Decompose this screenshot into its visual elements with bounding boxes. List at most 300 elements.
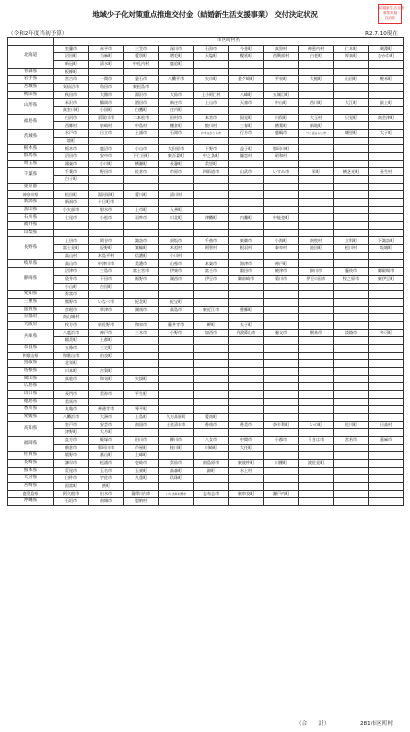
- table-row: [8, 237, 404, 245]
- municipality-cell: 大子町: [369, 130, 404, 138]
- municipality-cell: 三木市: [124, 329, 159, 337]
- municipality-cell: 川棚町: [264, 459, 299, 467]
- municipality-cell: 沼田市: [54, 153, 89, 161]
- municipality-cell: 岬町: [194, 321, 229, 329]
- municipality-cell: 焼津市: [264, 268, 299, 276]
- municipality-cell: [299, 498, 334, 506]
- municipality-cell: [159, 482, 194, 490]
- stamp-line: 結婚新生活支援: [379, 6, 405, 10]
- municipality-cell: 増毛町: [159, 53, 194, 61]
- prefecture-name: 神奈川県: [8, 191, 54, 199]
- municipality-cell: [369, 459, 404, 467]
- municipality-cell: [334, 321, 369, 329]
- municipality-cell: [229, 176, 264, 184]
- header-row: [8, 38, 404, 46]
- municipality-cell: 小松市: [89, 214, 124, 222]
- prefecture-name: 福島県: [8, 114, 54, 129]
- municipality-cell: [194, 191, 229, 199]
- municipality-cell: [194, 482, 229, 490]
- municipality-cell: 千曲市: [194, 237, 229, 245]
- municipality-cell: [229, 413, 264, 421]
- municipality-cell: [369, 475, 404, 483]
- municipality-cell: 新冠町: [54, 61, 89, 69]
- table-row: [8, 168, 404, 176]
- municipality-cell: 牧之原市: [334, 275, 369, 283]
- table-row: [8, 61, 404, 69]
- municipality-cell: [369, 444, 404, 452]
- table-row: [8, 429, 404, 437]
- municipality-cell: 羽咋市: [124, 214, 159, 222]
- municipality-cell: [264, 68, 299, 76]
- municipality-cell: [369, 61, 404, 69]
- municipality-cell: 吉田町: [89, 283, 124, 291]
- municipality-cell: [54, 229, 89, 237]
- municipality-cell: 桂川町: [159, 444, 194, 452]
- table-row: [8, 53, 404, 61]
- prefecture-name: 熊本県: [8, 467, 54, 475]
- municipality-cell: 東近江市: [194, 306, 229, 314]
- municipality-cell: [334, 398, 369, 406]
- municipality-cell: 伊豆の国市: [299, 275, 334, 283]
- municipality-cell: [124, 429, 159, 437]
- municipality-cell: [334, 222, 369, 230]
- municipality-cell: [264, 107, 299, 115]
- municipality-cell: 上山市: [194, 99, 229, 107]
- municipality-cell: [334, 229, 369, 237]
- table-row: [8, 68, 404, 76]
- municipality-cell: [334, 68, 369, 76]
- municipality-cell: 新地町: [299, 122, 334, 130]
- municipality-cell: 上峰町: [124, 452, 159, 460]
- municipality-cell: 当麻町: [89, 53, 124, 61]
- municipality-cell: 上郡町: [89, 337, 124, 345]
- municipality-cell: [334, 176, 369, 184]
- municipality-cell: [229, 107, 264, 115]
- municipality-cell: [159, 222, 194, 230]
- municipality-cell: 伊豆市: [194, 275, 229, 283]
- municipality-cell: [369, 429, 404, 437]
- municipality-cell: 中島村: [124, 122, 159, 130]
- municipality-cell: [124, 367, 159, 375]
- municipality-cell: 白老町: [299, 53, 334, 61]
- municipality-cell: 安芸市: [89, 421, 124, 429]
- municipality-cell: [159, 337, 194, 345]
- prefecture-name: 島根県: [8, 367, 54, 375]
- municipality-cell: [334, 413, 369, 421]
- municipality-cell: 庄内町: [159, 107, 194, 115]
- municipality-cell: [159, 314, 194, 322]
- municipality-cell: 内灘町: [229, 214, 264, 222]
- municipality-cell: 和歌山市: [54, 352, 89, 360]
- municipality-cell: 綾町: [89, 482, 124, 490]
- municipality-cell: 小川村: [159, 252, 194, 260]
- municipality-cell: [299, 306, 334, 314]
- municipality-cell: [124, 337, 159, 345]
- municipality-cell: 木島平村: [89, 252, 124, 260]
- municipality-cell: [124, 352, 159, 360]
- budget-label: （令和2年度当初予算）: [8, 31, 68, 37]
- municipality-cell: 川北町: [159, 214, 194, 222]
- table-row: [8, 84, 404, 92]
- municipality-cell: いなべ市: [89, 298, 124, 306]
- municipality-cell: 小郡市: [264, 436, 299, 444]
- municipality-cell: 津幡町: [194, 214, 229, 222]
- municipality-cell: 下諏訪町: [369, 237, 404, 245]
- municipality-cell: [334, 337, 369, 345]
- municipality-cell: [194, 390, 229, 398]
- municipality-cell: 山田町: [334, 76, 369, 84]
- municipality-cell: [89, 222, 124, 230]
- municipality-cell: [89, 398, 124, 406]
- municipality-cell: 上島町: [124, 413, 159, 421]
- municipality-cell: 野田市: [89, 168, 124, 176]
- municipality-cell: [159, 452, 194, 460]
- table-row: [8, 459, 404, 467]
- municipality-cell: 朝倉市: [54, 444, 89, 452]
- municipality-cell: 小矢部市: [54, 206, 89, 214]
- municipality-cell: 最上町: [369, 99, 404, 107]
- municipality-cell: 長瀞町: [159, 160, 194, 168]
- municipality-cell: [264, 498, 299, 506]
- table-row: [8, 229, 404, 237]
- prefecture-name: 京都府: [8, 314, 54, 322]
- municipality-cell: [159, 406, 194, 414]
- municipality-cell: [159, 137, 194, 145]
- prefecture-name: 北海道: [8, 45, 54, 68]
- municipality-cell: 美濃市: [124, 260, 159, 268]
- municipality-cell: 養父市: [264, 329, 299, 337]
- total-value: 281市区町村: [360, 721, 394, 727]
- municipality-cell: [194, 314, 229, 322]
- municipality-cell: [299, 107, 334, 115]
- municipality-cell: [299, 199, 334, 207]
- municipality-cell: [264, 298, 299, 306]
- prefecture-name: 岡山県: [8, 375, 54, 383]
- municipality-cell: [369, 107, 404, 115]
- municipality-cell: [194, 229, 229, 237]
- prefecture-name: 鳥取県: [8, 360, 54, 368]
- municipality-cell: [334, 252, 369, 260]
- prefecture-name: 山口県: [8, 390, 54, 398]
- municipality-cell: 朝来市: [299, 329, 334, 337]
- municipality-cell: [194, 137, 229, 145]
- municipality-cell: 湯沢市: [124, 91, 159, 99]
- municipality-cell: 五城目町: [264, 91, 299, 99]
- table-row: [8, 329, 404, 337]
- municipality-cell: [299, 252, 334, 260]
- municipality-cell: 宮古市: [54, 76, 89, 84]
- table-row: [8, 283, 404, 291]
- municipality-cell: 国見町: [229, 114, 264, 122]
- prefecture-name: 千葉県: [8, 168, 54, 183]
- prefecture-name: 秋田県: [8, 91, 54, 99]
- municipality-cell: [89, 383, 124, 391]
- municipality-cell: [299, 390, 334, 398]
- prefecture-name: 新潟県: [8, 199, 54, 207]
- municipality-cell: 石岡市: [159, 130, 194, 138]
- municipality-cell: [124, 176, 159, 184]
- municipality-cell: 東彼杵町: [229, 459, 264, 467]
- municipality-cell: [229, 84, 264, 92]
- municipality-cell: [194, 429, 229, 437]
- prefecture-name: 岩手県: [8, 76, 54, 84]
- prefecture-name: 青森県: [8, 68, 54, 76]
- municipality-cell: 掛川市: [299, 268, 334, 276]
- municipality-cell: 長生村: [369, 168, 404, 176]
- municipality-cell: 愛南町: [194, 413, 229, 421]
- municipality-cell: [264, 375, 299, 383]
- municipality-cell: 久万高原町: [159, 413, 194, 421]
- municipality-cell: いの町: [299, 421, 334, 429]
- municipality-cell: [124, 344, 159, 352]
- municipality-cell: [264, 390, 299, 398]
- municipality-cell: [299, 482, 334, 490]
- municipality-cell: [369, 214, 404, 222]
- municipality-cell: 松浦市: [89, 459, 124, 467]
- municipality-cell: 愛川町: [124, 191, 159, 199]
- municipality-cell: [264, 160, 299, 168]
- municipality-cell: [159, 360, 194, 368]
- municipality-cell: [299, 222, 334, 230]
- municipality-cell: [369, 145, 404, 153]
- municipality-cell: [194, 199, 229, 207]
- municipality-cell: [369, 160, 404, 168]
- municipality-cell: 美祢市: [89, 390, 124, 398]
- municipality-cell: [124, 229, 159, 237]
- municipality-cell: [334, 137, 369, 145]
- municipality-cell: 白河市: [54, 114, 89, 122]
- municipality-cell: [334, 429, 369, 437]
- municipality-cell: 嬉野市: [54, 452, 89, 460]
- table-row: [8, 406, 404, 414]
- municipality-cell: 石狩市: [194, 45, 229, 53]
- municipality-cell: [159, 352, 194, 360]
- municipality-cell: 出水市: [89, 490, 124, 498]
- municipality-cell: 川本町: [54, 367, 89, 375]
- municipality-cell: [229, 406, 264, 414]
- municipality-cell: 美馬市: [54, 398, 89, 406]
- municipality-cell: 矢巾町: [194, 76, 229, 84]
- municipality-cell: 宇佐市: [89, 475, 124, 483]
- prefecture-name: 福岡県: [8, 436, 54, 451]
- header-corner: [8, 38, 54, 46]
- municipality-cell: 海津市: [229, 260, 264, 268]
- municipality-cell: [299, 490, 334, 498]
- municipality-cell: 芦屋町: [124, 444, 159, 452]
- municipality-cell: [194, 298, 229, 306]
- table-row: [8, 321, 404, 329]
- municipality-cell: [229, 452, 264, 460]
- municipality-cell: 玉名市: [89, 467, 124, 475]
- municipality-cell: 弥富市: [54, 291, 89, 299]
- municipality-cell: 高山市: [54, 260, 89, 268]
- municipality-cell: [334, 291, 369, 299]
- municipality-cell: 八幡浜市: [54, 413, 89, 421]
- municipality-cell: [264, 176, 299, 184]
- municipality-cell: 金ケ崎町: [229, 76, 264, 84]
- municipality-cell: [369, 183, 404, 191]
- municipality-cell: [334, 352, 369, 360]
- municipality-cell: [299, 214, 334, 222]
- municipality-cell: [194, 206, 229, 214]
- municipality-cell: [334, 91, 369, 99]
- municipality-cell: 湖西市: [159, 275, 194, 283]
- municipality-cell: 高島市: [159, 306, 194, 314]
- municipality-cell: [369, 291, 404, 299]
- municipality-cell: [229, 160, 264, 168]
- table-row: [8, 482, 404, 490]
- municipality-cell: [229, 252, 264, 260]
- municipality-cell: [369, 467, 404, 475]
- municipality-cell: 草津市: [89, 306, 124, 314]
- municipality-cell: 富士市: [194, 268, 229, 276]
- municipality-cell: 中能登町: [264, 214, 299, 222]
- municipality-cell: [299, 452, 334, 460]
- municipality-cell: [299, 160, 334, 168]
- municipality-cell: [159, 68, 194, 76]
- table-row: [8, 252, 404, 260]
- municipality-cell: つくばみらい市: [299, 130, 334, 138]
- municipality-cell: 御殿場市: [369, 268, 404, 276]
- municipality-cell: 大田原市: [159, 145, 194, 153]
- municipality-cell: [194, 344, 229, 352]
- municipality-cell: [369, 413, 404, 421]
- municipality-cell: 中間市: [229, 436, 264, 444]
- municipality-cell: 真狩村: [264, 45, 299, 53]
- municipality-cell: [194, 498, 229, 506]
- municipality-cell: [334, 214, 369, 222]
- table-row: [8, 107, 404, 115]
- municipality-cell: [229, 61, 264, 69]
- municipality-cell: [229, 390, 264, 398]
- municipality-cell: [229, 191, 264, 199]
- municipality-cell: 五條市: [54, 344, 89, 352]
- municipality-cell: [334, 498, 369, 506]
- municipality-cell: [124, 68, 159, 76]
- table-row: [8, 91, 404, 99]
- municipality-cell: 彦根市: [54, 306, 89, 314]
- municipality-cell: [159, 183, 194, 191]
- municipality-cell: 佐倉市: [124, 168, 159, 176]
- municipality-cell: 田川市: [124, 436, 159, 444]
- municipality-cell: 伊東市: [159, 268, 194, 276]
- municipality-cell: [299, 145, 334, 153]
- prefecture-name: 高知県: [8, 421, 54, 436]
- municipality-cell: 直方市: [54, 436, 89, 444]
- municipality-cell: 佐川町: [334, 421, 369, 429]
- municipality-cell: 下仁田町: [124, 153, 159, 161]
- municipality-cell: 境町: [54, 137, 89, 145]
- municipality-cell: 紀宝町: [159, 298, 194, 306]
- municipality-cell: [369, 298, 404, 306]
- municipality-cell: [334, 107, 369, 115]
- municipality-cell: [194, 107, 229, 115]
- municipality-cell: [369, 306, 404, 314]
- municipality-cell: 南国市: [124, 421, 159, 429]
- municipality-cell: [89, 183, 124, 191]
- municipality-cell: [264, 61, 299, 69]
- municipality-cell: 酒田市: [124, 99, 159, 107]
- municipality-cell: [334, 360, 369, 368]
- municipality-cell: 横芝光町: [334, 168, 369, 176]
- municipality-cell: [229, 475, 264, 483]
- municipality-cell: かすみがうら市: [194, 130, 229, 138]
- municipality-cell: 昭和村: [264, 153, 299, 161]
- municipality-cell: [264, 283, 299, 291]
- municipality-cell: [334, 482, 369, 490]
- municipality-cell: 飯塚市: [89, 436, 124, 444]
- municipality-cell: 湯河原町: [89, 191, 124, 199]
- municipality-cell: 入善町: [159, 206, 194, 214]
- municipality-cell: 小海町: [264, 237, 299, 245]
- table-row: [8, 275, 404, 283]
- municipality-cell: [299, 291, 334, 299]
- municipality-cell: 須坂市: [159, 237, 194, 245]
- municipality-cell: 太子町: [229, 321, 264, 329]
- municipality-cell: [299, 337, 334, 345]
- table-row: [8, 137, 404, 145]
- prefecture-name: 茨城県: [8, 130, 54, 145]
- municipality-cell: 辰野町: [89, 245, 124, 253]
- municipality-cell: [369, 206, 404, 214]
- municipality-cell: [124, 199, 159, 207]
- municipality-cell: 米沢市: [54, 99, 89, 107]
- municipality-cell: 神恵内村: [299, 45, 334, 53]
- prefecture-name: 愛媛県: [8, 413, 54, 421]
- municipality-cell: [369, 375, 404, 383]
- municipality-cell: 波佐見町: [299, 459, 334, 467]
- municipality-cell: [299, 367, 334, 375]
- municipality-cell: [159, 291, 194, 299]
- municipality-cell: 下田市: [89, 275, 124, 283]
- municipality-cell: [124, 314, 159, 322]
- municipality-cell: [124, 291, 159, 299]
- table-row: [8, 45, 404, 53]
- municipality-cell: [334, 199, 369, 207]
- municipality-cell: 上小阿仁村: [194, 91, 229, 99]
- municipality-cell: 室蘭市: [54, 45, 89, 53]
- municipality-cell: [299, 260, 334, 268]
- municipality-cell: [54, 183, 89, 191]
- municipality-cell: 瀬戸内町: [264, 490, 299, 498]
- municipality-cell: [369, 498, 404, 506]
- municipality-cell: 白鷹町: [124, 107, 159, 115]
- municipality-cell: [299, 84, 334, 92]
- municipality-cell: [54, 383, 89, 391]
- municipality-cell: 市原市: [159, 168, 194, 176]
- municipality-cell: [194, 475, 229, 483]
- prefecture-name: 滋賀県: [8, 306, 54, 314]
- municipality-cell: 吉賀町: [89, 367, 124, 375]
- municipality-cell: いすみ市: [264, 168, 299, 176]
- municipality-cell: [264, 398, 299, 406]
- municipality-cell: [124, 360, 159, 368]
- municipality-cell: [264, 383, 299, 391]
- municipality-cell: 藤井寺市: [159, 321, 194, 329]
- municipality-cell: [334, 61, 369, 69]
- table-row: [8, 352, 404, 360]
- municipality-cell: [299, 360, 334, 368]
- municipality-cell: 鹿嶋市: [264, 130, 299, 138]
- municipality-cell: 釜石市: [124, 76, 159, 84]
- municipality-cell: 由良町: [89, 352, 124, 360]
- municipality-cell: 加西市: [194, 329, 229, 337]
- prefecture-name: 奈良県: [8, 344, 54, 352]
- table-row: [8, 475, 404, 483]
- municipality-cell: [334, 452, 369, 460]
- municipality-cell: [159, 383, 194, 391]
- prefecture-name: 長野県: [8, 237, 54, 260]
